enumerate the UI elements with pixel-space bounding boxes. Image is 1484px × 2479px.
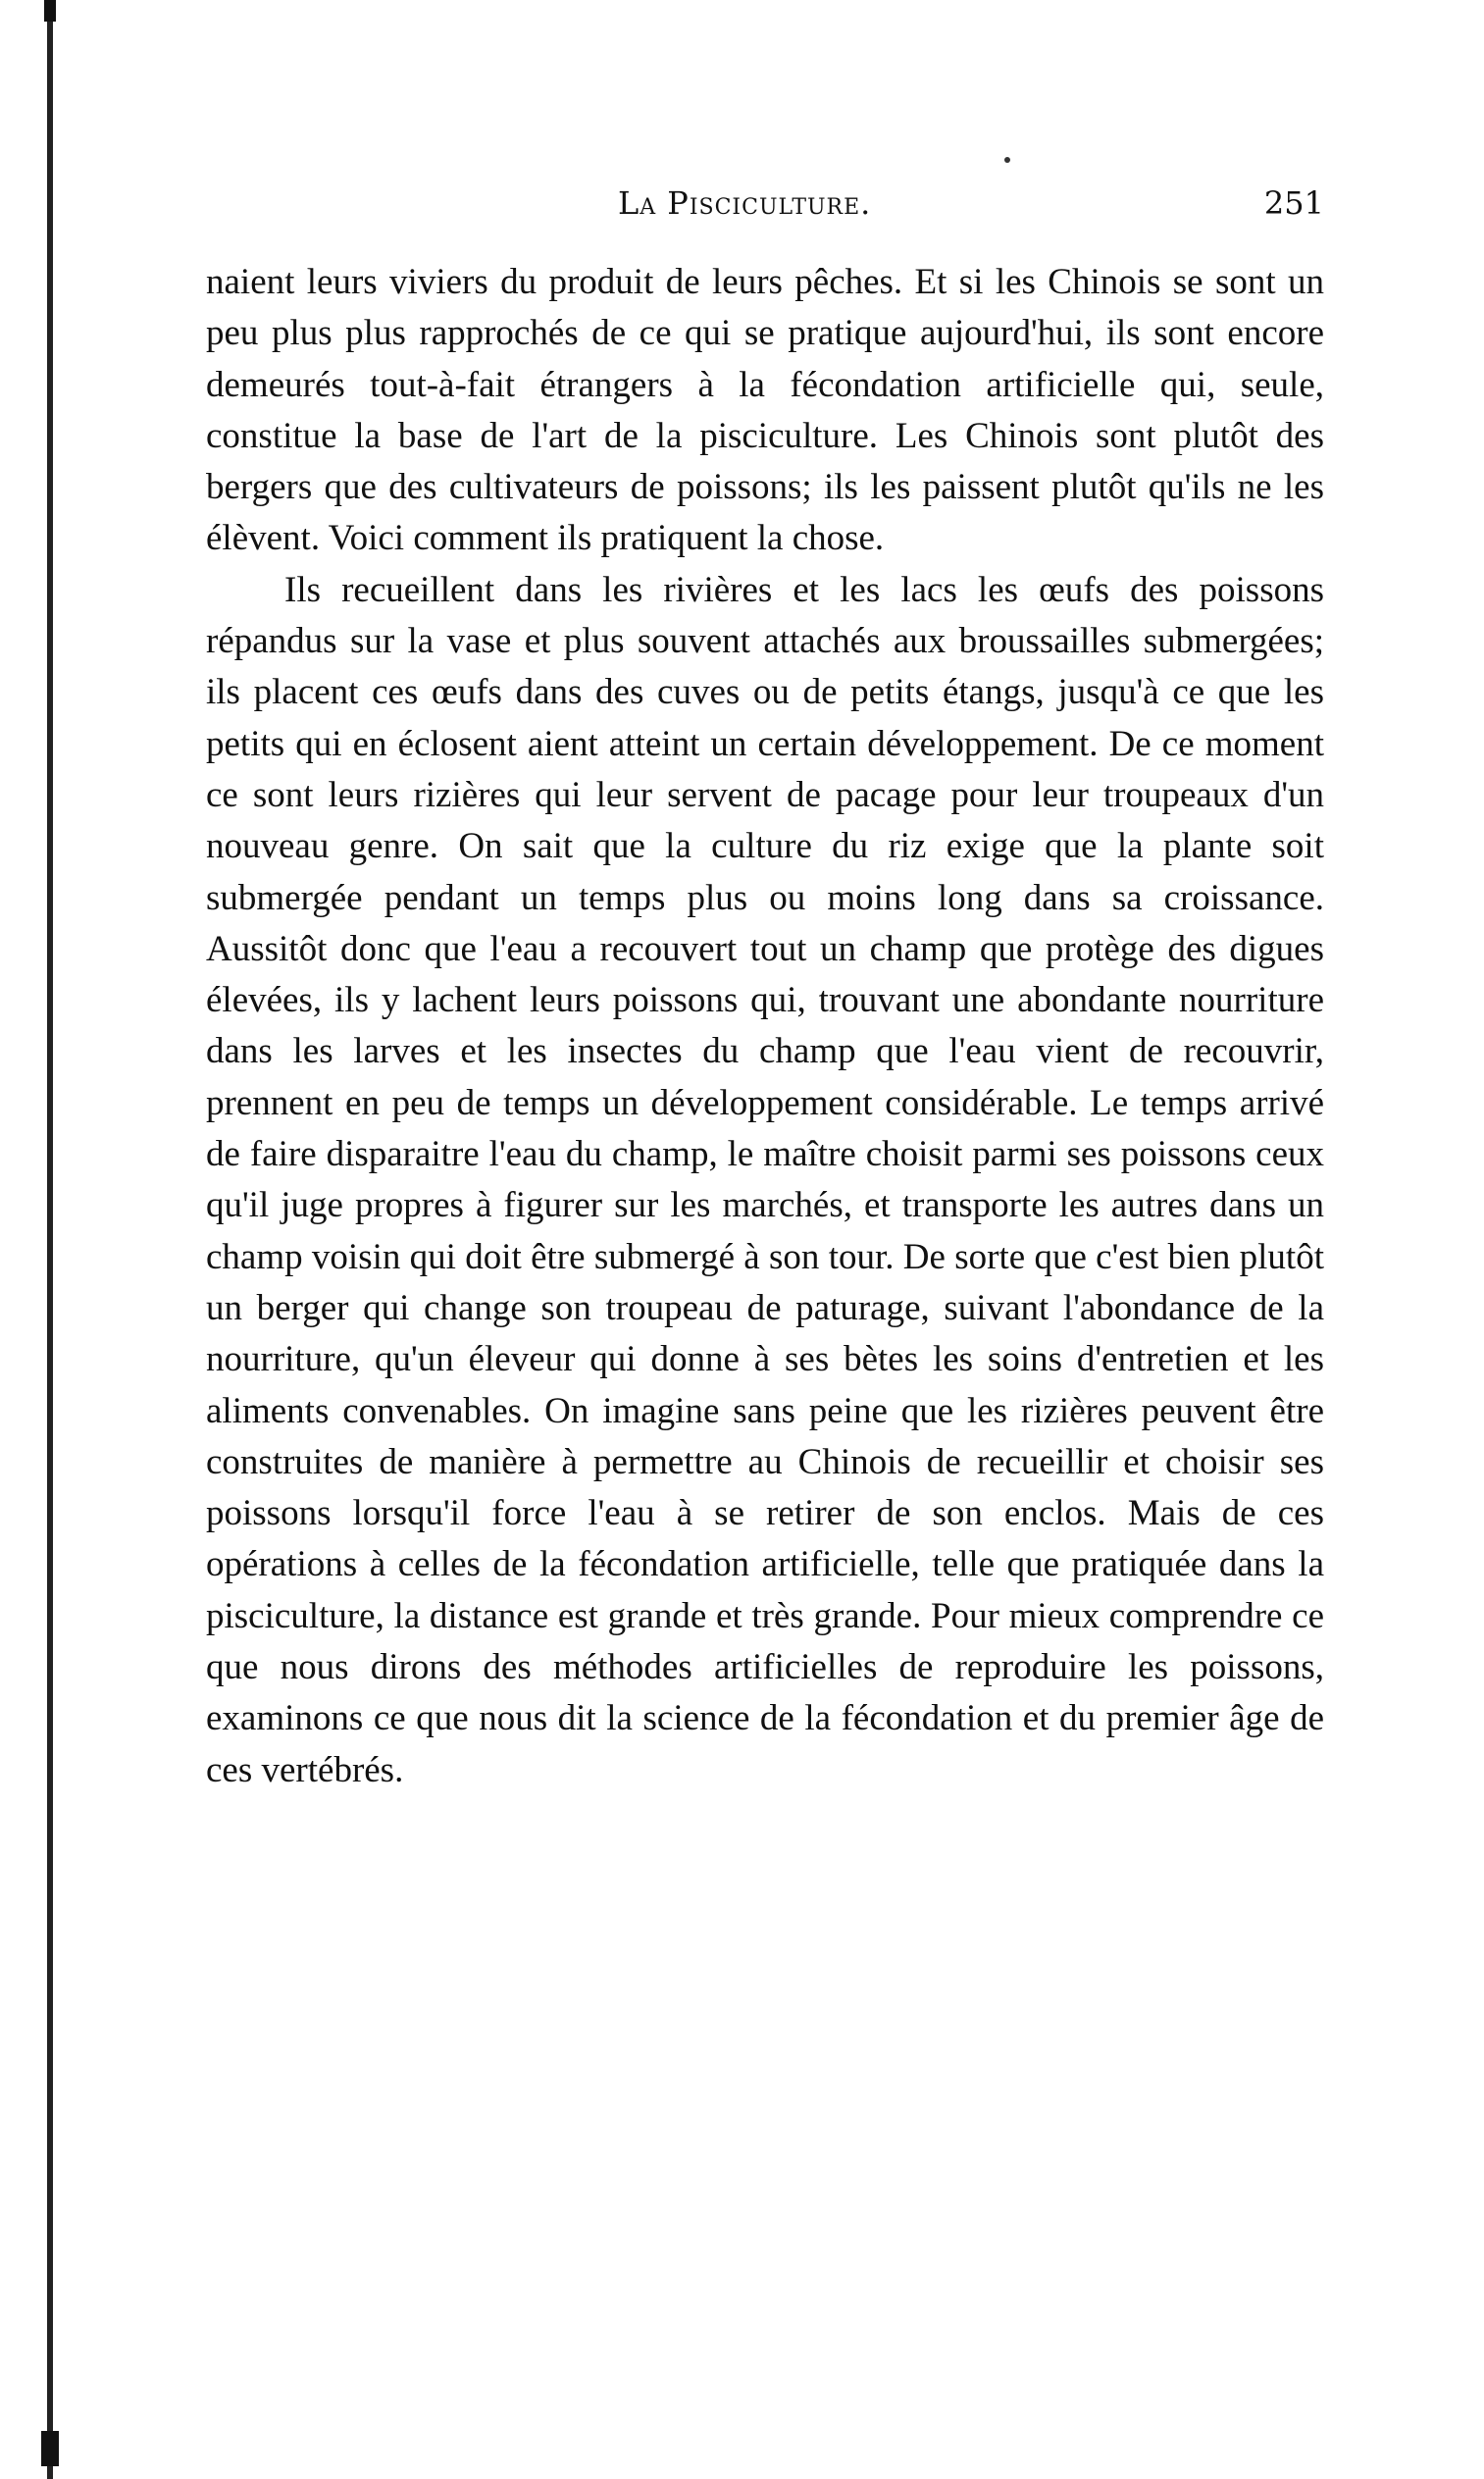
paragraph-1: naient leurs viviers du produit de leurs pêches. Et si les Chinois se sont un peu plus plus rapprochés de ce qui se pratique aujourd'hui, ils sont encore demeurés tout-à-fait étrangers à la fécondation artificielle qui, seule, constitue la base de l'art de la pisciculture. Les Chinois sont plutôt des bergers que des cultivateurs de poissons; ils les paissent plutôt qu'ils ne les élèvent. Voici comment ils pratiquent la chose. — [206, 262, 1324, 559]
binding-mark-top — [44, 0, 56, 22]
running-head-title: La Pisciculture. — [618, 184, 872, 222]
ink-speck — [1004, 157, 1010, 163]
paragraph-2: Ils recueillent dans les rivières et les lacs les œufs des poissons répandus sur la vase et plus souvent attachés aux broussailles submergées; ils placent ces œufs dans des cuves ou de petits étangs, jusqu'à ce que les petits qui en éclosent aient atteint un certain développement. De ce moment ce sont leurs rizières qui leur servent de pacage pour leur troupeaux d'un nouveau genre. On sait que la culture du riz exige que la plante soit submergée pendant un temps plus ou moins long dans sa croissance. Aussitôt donc que l'eau a recouvert tout un champ que protège des digues élevées, ils y lachent leurs poissons qui, trouvant une abondante nourriture dans les larves et les insectes du champ que l'eau vient de recouvrir, prennent en peu de temps un développement considérable. Le temps arrivé de faire disparaitre l'eau du champ, le maître choisit parmi ses poissons ceux qu'il juge propres à figurer sur les marchés, et transporte les autres dans un champ voisin qui doit être submergé à son tour. De sorte que c'est bien plutôt un berger qui change son troupeau de paturage, suivant l'abondance de la nourriture, qu'un éleveur qui donne à ses bètes les soins d'entretien et les aliments convenables. On imagine sans peine que les rizières peuvent être construites de manière à permettre au Chinois de recueillir et choisir ses poissons lorsqu'il force l'eau à se retirer de son enclos. Mais de ces opérations à celles de la fécondation artificielle, telle que pratiquée dans la pisciculture, la distance est grande et très grande. Pour mieux comprendre ce que nous dirons des méthodes artificielles de reproduire les poissons, examinons ce que nous dit la science de la fécondation et du premier âge de ces vertébrés. — [206, 569, 1324, 1790]
page-number: 251 — [1263, 184, 1324, 222]
body-text — [206, 257, 1324, 1796]
running-head — [206, 184, 1324, 228]
binding-mark-bottom — [41, 2431, 59, 2466]
binding-edge — [47, 0, 53, 2479]
